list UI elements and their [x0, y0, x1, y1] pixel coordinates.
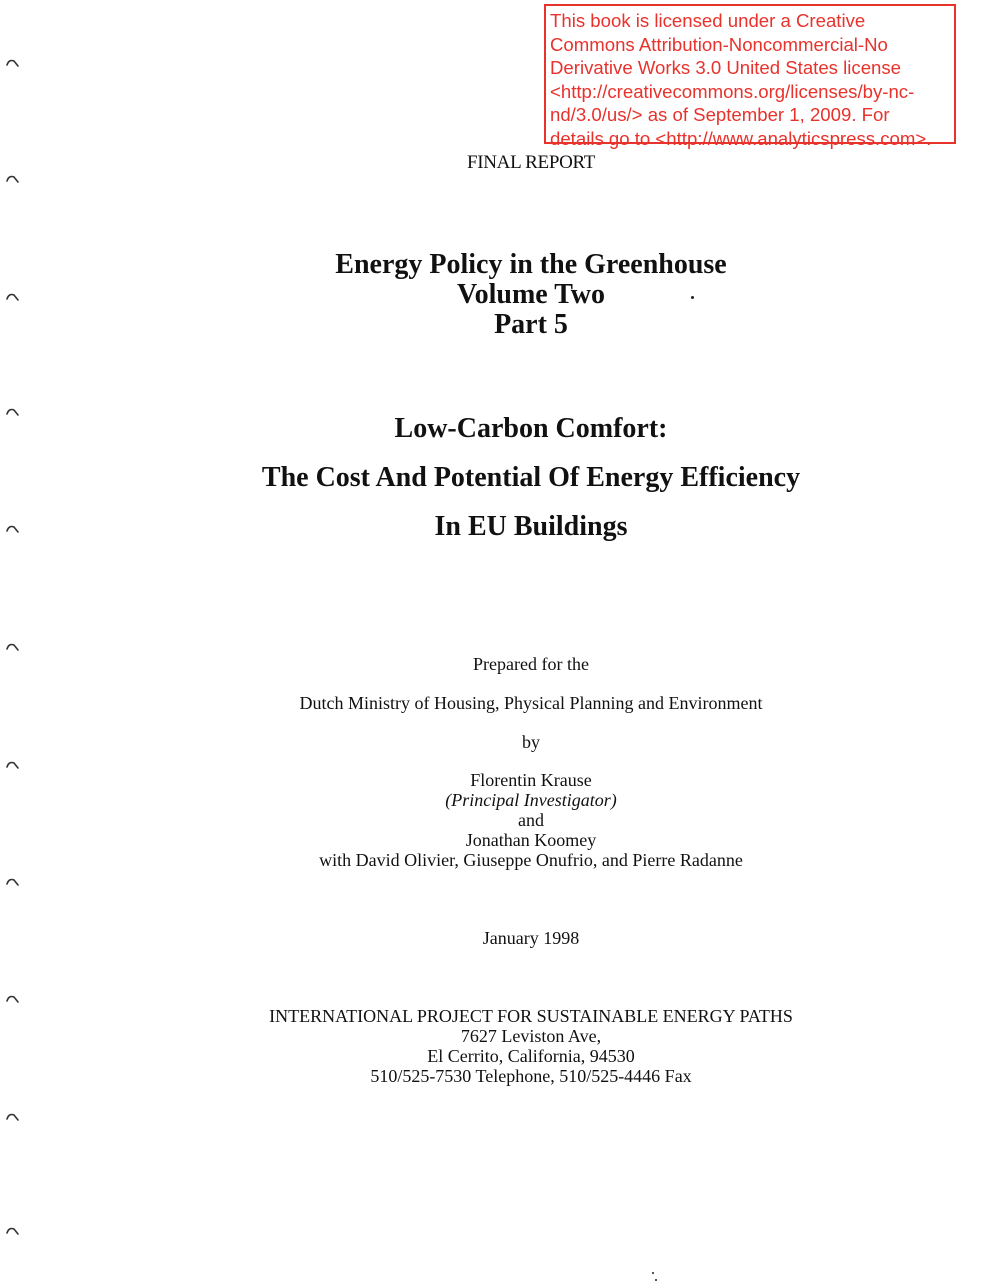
scan-speck — [652, 1272, 654, 1274]
lead-author: Florentin Krause — [470, 770, 592, 790]
binding-hole-9 — [5, 992, 21, 1004]
by-label: by — [522, 732, 540, 752]
report-label: FINAL REPORT — [466, 152, 596, 173]
subtitle-line-3: In EU Buildings — [434, 511, 628, 542]
binding-hole-8 — [5, 875, 21, 887]
binding-hole-3 — [5, 290, 21, 302]
second-author: Jonathan Koomey — [465, 830, 597, 850]
binding-hole-icon — [5, 641, 21, 653]
organization-street: 7627 Leviston Ave, — [460, 1026, 602, 1046]
report-subtitle — [0, 404, 1000, 551]
title-line-3: Part 5 — [494, 309, 568, 340]
binding-hole-icon — [5, 173, 21, 185]
contributors: with David Olivier, Giuseppe Onufrio, and Pierre Radanne — [319, 850, 743, 870]
binding-hole-4 — [5, 405, 21, 417]
authors-block — [0, 770, 1000, 870]
subtitle-line-1: Low-Carbon Comfort: — [394, 413, 668, 444]
authors-conjunction: and — [518, 810, 544, 830]
binding-hole-icon — [5, 291, 21, 303]
binding-hole-icon — [5, 1225, 21, 1237]
binding-hole-icon — [5, 57, 21, 69]
binding-hole-icon — [5, 876, 21, 888]
organization-block — [0, 1006, 1000, 1086]
organization-name: INTERNATIONAL PROJECT FOR SUSTAINABLE ENERGY PATHS — [269, 1006, 793, 1026]
binding-hole-6 — [5, 640, 21, 652]
lead-author-role: (Principal Investigator) — [445, 790, 617, 810]
scan-speck — [655, 1279, 657, 1281]
report-date: January 1998 — [482, 928, 580, 948]
binding-hole-icon — [5, 523, 21, 535]
binding-hole-1 — [5, 56, 21, 68]
client-name: Dutch Ministry of Housing, Physical Planning and Environment — [299, 693, 763, 713]
title-line-1: Energy Policy in the Greenhouse — [335, 249, 727, 280]
organization-city: El Cerrito, California, 94530 — [427, 1046, 635, 1066]
binding-hole-icon — [5, 759, 21, 771]
binding-hole-11 — [5, 1224, 21, 1236]
binding-hole-10 — [5, 1110, 21, 1122]
organization-phone: 510/525-7530 Telephone, 510/525-4446 Fax — [370, 1066, 692, 1086]
license-notice: This book is licensed under a Creative Commons Attribution-Noncommercial-No Derivative Works 3.0 United States license <http://creativecommons.org/licenses/by-nc- nd/3.0/us/> as of September 1, 2009. For details go to <http://www.analyticspress.com>. — [544, 4, 956, 144]
title-line-2: Volume Two — [456, 279, 606, 310]
binding-hole-2 — [5, 172, 21, 184]
binding-hole-icon — [5, 1111, 21, 1123]
binding-hole-7 — [5, 758, 21, 770]
binding-hole-5 — [5, 522, 21, 534]
prepared-for: Prepared for the — [473, 654, 589, 674]
binding-hole-icon — [5, 993, 21, 1005]
report-title — [0, 250, 1000, 340]
subtitle-line-2: The Cost And Potential Of Energy Efficiency — [261, 462, 801, 493]
binding-hole-icon — [5, 406, 21, 418]
scan-speck — [691, 296, 694, 299]
